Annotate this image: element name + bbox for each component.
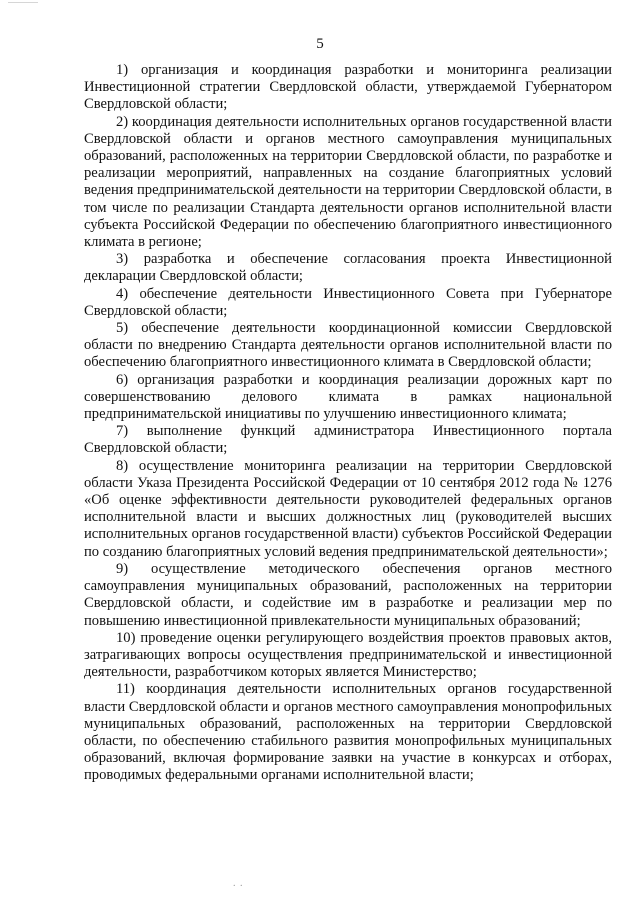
- document-body: [84, 62, 612, 785]
- list-item-8: 8) осуществление мониторинга реализации на территории Свердловской области Указа Президента Российской Федерации от 10 сентября 2012 года № 1276 «Об оценке эффективности деятельности руководителей федеральных органов исполнительной власти и высших должностных лиц (руководителей высших исполнительных органов государственной власти) субъектов Российской Федерации по созданию благоприятных условий ведения предпринимательской деятельности»;: [84, 457, 612, 560]
- page-number: 5: [316, 36, 324, 52]
- list-item-10: 10) проведение оценки регулирующего воздействия проектов правовых актов, затрагивающих вопросы осуществления предпринимательской и инвестиционной деятельности, разработчиком которых является Министерство;: [84, 629, 612, 681]
- list-item-3: 3) разработка и обеспечение согласования проекта Инвестиционной декларации Свердловской области;: [84, 251, 612, 285]
- list-item-7: 7) выполнение функций администратора Инвестиционного портала Свердловской области;: [84, 423, 612, 457]
- list-item-1: 1) организация и координация разработки и мониторинга реализации Инвестиционной стратегии Свердловской области, утверждаемой Губернатором Свердловской области;: [84, 62, 612, 113]
- list-item-4: 4) обеспечение деятельности Инвестиционного Совета при Губернаторе Свердловской области;: [84, 285, 612, 319]
- list-item-5: 5) обеспечение деятельности координационной комиссии Свердловской области по внедрению Стандарта деятельности органов исполнительной власти по обеспечению благоприятного инвестиционного климата в Свердловской области;: [84, 320, 612, 371]
- footer-marks: . .: [233, 878, 244, 889]
- list-item-11: 11) координация деятельности исполнительных органов государственной власти Свердловской области и органов местного самоуправления монопрофильных муниципальных образований, расположенных на территории Свердловской области, по обеспечению стабильного развития монопрофильных муниципальных образований, включая формирование заявки на участие в конкурсах и отборах, проводимых федеральными органами исполнительной власти;: [84, 681, 612, 784]
- scan-artifact: [8, 2, 38, 6]
- list-item-2: 2) координация деятельности исполнительных органов государственной власти Свердловской области и органов местного самоуправления муниципальных образований, расположенных на территории Свердловской области, по разработке и реализации мероприятий, направленных на создание благоприятных условий ведения предпринимательской деятельности на территории Свердловской области, в том числе по реализации Стандарта деятельности органов исполнительной власти субъекта Российской Федерации по обеспечению благоприятного инвестиционного климата в регионе;: [84, 113, 612, 251]
- list-item-9: 9) осуществление методического обеспечения органов местного самоуправления муниципальных образований, расположенных на территории Свердловской области, и содействие им в разработке и реализации мер по повышению инвестиционной привлекательности муниципальных образований;: [84, 560, 612, 629]
- list-item-6: 6) организация разработки и координация реализации дорожных карт по совершенствованию делового климата в рамках национальной предпринимательской инициативы по улучшению инвестиционного климата;: [84, 371, 612, 423]
